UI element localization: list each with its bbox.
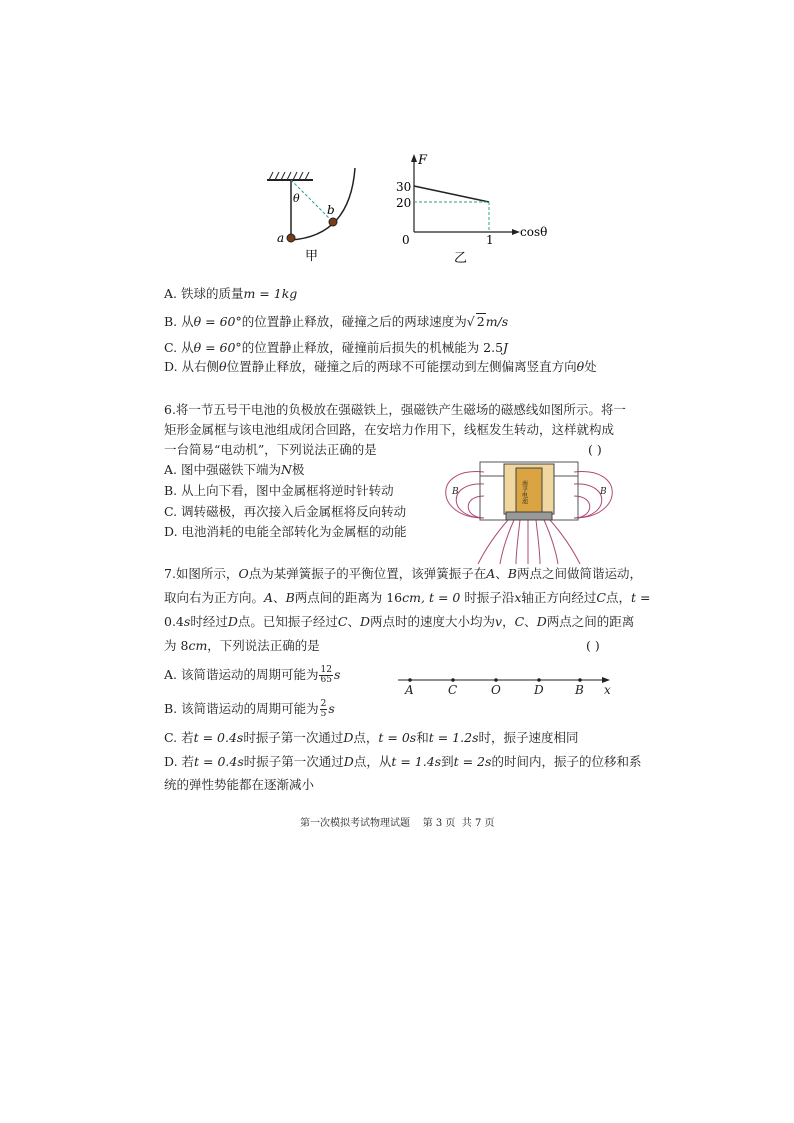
q6-stem-line1: 6.将一节五号干电池的负极放在强磁铁上，强磁铁产生磁场的磁感线如图所示。将一 [164,402,626,417]
q6-option-c: C. 调转磁极，再次接入后金属框将反向转动 [164,504,407,519]
theta-label: θ [293,192,300,205]
q6-option-b: B. 从上向下看，图中金属框将逆时针转动 [164,483,394,498]
q6-stem-line3: 一台简易“电动机”，下列说法正确的是 [164,442,377,457]
q6-option-d: D. 电池消耗的电能全部转化为金属框的动能 [164,524,407,539]
q5-option-c: C. 从θ = 60°的位置静止释放，碰撞前后损失的机械能为 2.5J [164,340,509,355]
q7-option-c: C. 若t = 0.4s时振子第一次通过D点，t = 0s和t = 1.2s时，振子速度相同 [164,730,579,745]
magnet-figure [424,456,634,566]
battery-label: 南孚电池 [520,480,528,504]
q5-option-a: A. 铁球的质量m = 1kg [164,286,298,301]
point-C-label: C [448,683,458,697]
q7-stem-line3: 0.4s时经过D点。已知振子经过C、D两点时的速度大小均为v，C、D两点之间的距离 [164,614,635,629]
axis-x-label: x [604,683,611,697]
point-B-label: B [575,683,584,697]
x-tick-1: 1 [486,233,494,247]
figure-jia [255,168,375,268]
field-label-right: B [600,487,607,497]
q7-stem-line4: 为 8cm，下列说法正确的是 [164,638,320,653]
origin-label: 0 [402,233,410,247]
q7-number-line [396,672,622,700]
q5-option-b: B. 从θ = 60°的位置静止释放，碰撞之后的两球速度为√ 2m/s [164,314,509,329]
q7-option-a: A. 该简谐运动的周期可能为 $\frac{12}{65}$ s [164,665,341,685]
figure-yi [390,152,560,268]
point-O-label: O [491,683,501,697]
figure-jia-caption: 甲 [305,249,319,264]
q7-option-d-line2: 统的弹性势能都在逐渐减小 [164,777,315,792]
page-footer: 第一次模拟考试物理试题 第 3 页 共 7 页 [300,818,495,829]
q5-option-d: D. 从右侧θ位置静止释放，碰撞之后的两球不可能摆动到左侧偏离竖直方向θ处 [164,359,597,374]
q7-stem-line1: 7.如图所示，O点为某弹簧振子的平衡位置，该弹簧振子在A、B两点之间做简谐运动， [164,566,642,581]
y-tick-30: 30 [396,180,412,194]
x-axis-label: cosθ [520,225,548,239]
y-tick-20: 20 [396,196,412,210]
point-b-label: b [327,203,335,217]
figure-yi-caption: 乙 [454,251,468,266]
q7-answer-bracket: ( ) [586,638,600,653]
q7-option-d: D. 若t = 0.4s时振子第一次通过D点，从t = 1.4s到t = 2s的时间内，振子的位移和系 [164,754,642,769]
q6-stem-line2: 矩形金属框与该电池组成闭合回路，在安培力作用下，线框发生转动，这样就构成 [164,422,615,437]
q7-stem-line2: 取向右为正方向。A、B两点间的距离为 16cm, t = 0 时振子沿x轴正方向经过C点，t = [164,590,651,605]
y-axis-label: F [418,153,428,168]
q7-option-b: B. 该简谐运动的周期可能为 $\frac{2}{5}$ s [164,699,335,719]
field-label-left: B [452,487,459,497]
q6-answer-bracket: ( ) [588,442,602,457]
point-a-label: a [277,231,285,245]
point-A-label: A [405,683,414,697]
q6-option-a: A. 图中强磁铁下端为N极 [164,462,305,477]
point-D-label: D [534,683,544,697]
